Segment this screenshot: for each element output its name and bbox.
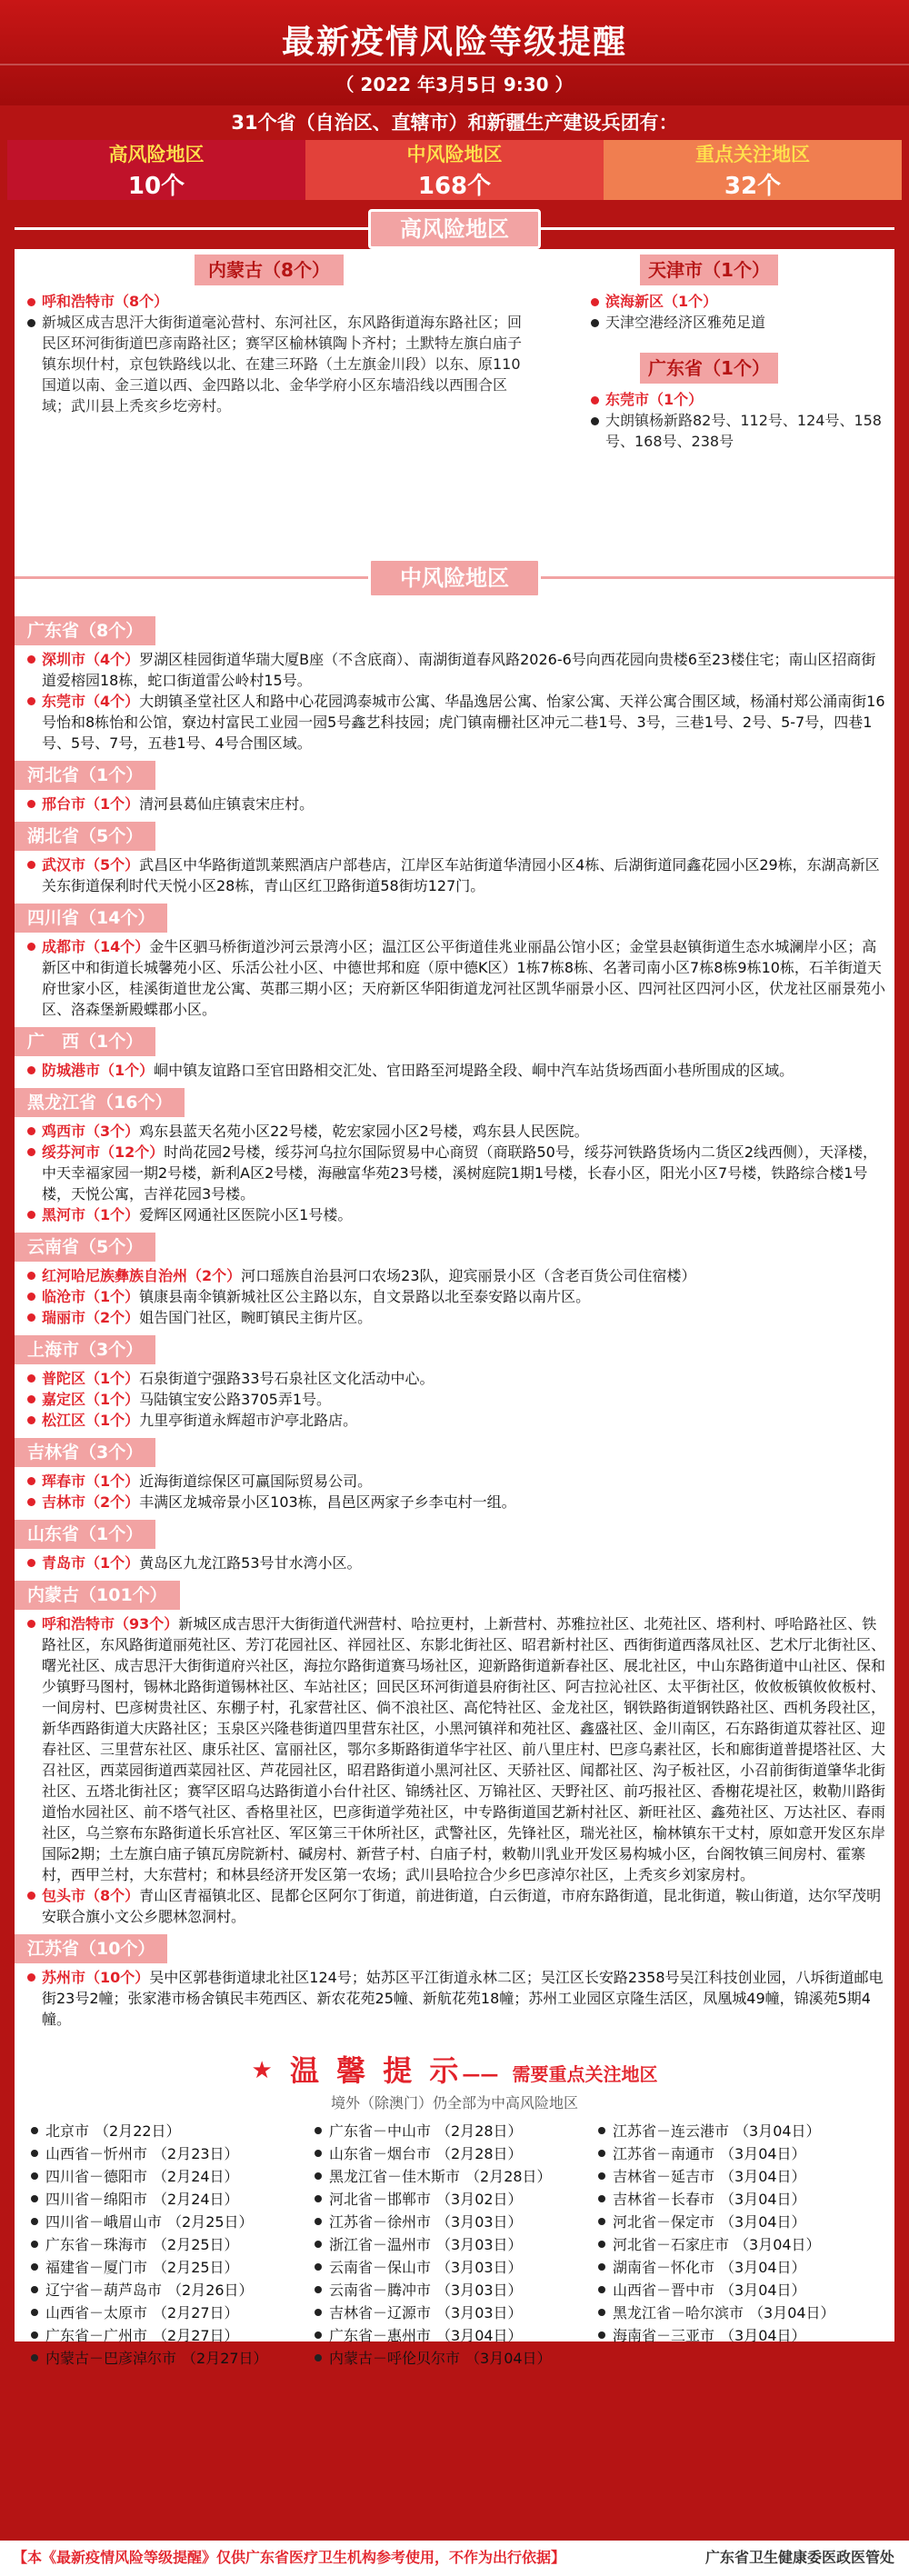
area-entry [24, 936, 885, 1020]
city-binhai: 滨海新区（1个） [585, 291, 885, 312]
focus-area-item [313, 2324, 596, 2347]
focus-area-item [313, 2211, 596, 2233]
city-name: 瑞丽市（2个） [42, 1309, 140, 1326]
area-text: 武昌区中华路街道凯莱熙酒店户部巷店，江岸区车站街道华清园小区4栋、后湖街道同鑫花园小区29栋，东湖高新区关东街道保利时代天悦小区28栋，青山区红卫路街道58街坊127门。 [42, 856, 880, 894]
focus-area-item [29, 2142, 313, 2165]
area-text: 时尚花园2号楼，绥芬河乌拉尔国际贸易中心商贸（商联路50号，绥芬河铁路货场内二货区2线西侧），天泽楼，中天幸福家园一期2号楼，新利A区2号楼，海融富华苑23号楼，溪树庭院1期1号楼，长春小区，阳光小区7号楼，铁路综合楼1号楼，天悦公寓，吉祥花园3号楼。 [42, 1143, 878, 1203]
update-time: （ 2022 年3月5日 9:30 ） [335, 74, 574, 95]
city-name: 防城港市（1个） [42, 1062, 155, 1079]
intro-text: 31个省（自治区、直辖市）和新疆生产建设兵团有： [231, 112, 678, 134]
focus-area-item [313, 2188, 596, 2211]
area-entry [24, 1204, 885, 1225]
focus-column [29, 2120, 313, 2370]
province-tab: 上海市（3个） [15, 1335, 155, 1364]
focus-area-name: 吉林省－延吉市 [613, 2168, 715, 2185]
focus-area-date: （3月03日） [436, 2213, 523, 2231]
focus-area-name: 江苏省－徐州市 [329, 2213, 432, 2231]
header-divider [0, 64, 909, 65]
stat-focus-label: 重点关注地区 [695, 143, 810, 165]
area-text: 石泉街道宁强路33号石泉社区文化活动中心。 [139, 1370, 435, 1387]
city-name: 邢台市（1个） [42, 795, 140, 813]
focus-area-name: 广东省－惠州市 [329, 2327, 432, 2344]
focus-area-date: （2月24日） [153, 2191, 239, 2208]
area-entry [24, 1553, 885, 1573]
focus-area-date: （3月04日） [436, 2327, 523, 2344]
area-entry [24, 1286, 885, 1307]
focus-area-date: （2月25日） [153, 2259, 239, 2276]
focus-area-name: 四川省－峨眉山市 [45, 2213, 163, 2231]
focus-area-item [29, 2211, 313, 2233]
area-entry [24, 854, 885, 896]
focus-area-date: （3月03日） [436, 2304, 523, 2321]
city-hohhot: 呼和浩特市（8个） [22, 291, 526, 312]
focus-area-name: 山西省－忻州市 [45, 2145, 148, 2162]
focus-area-item [313, 2256, 596, 2279]
focus-area-item [596, 2165, 880, 2188]
area-entry [24, 1307, 885, 1328]
focus-area-date: （2月28日） [465, 2168, 552, 2185]
focus-area-name: 云南省－腾冲市 [329, 2281, 432, 2299]
city-name: 松江区（1个） [42, 1412, 140, 1429]
focus-area-item [29, 2324, 313, 2347]
stat-mid-label: 中风险地区 [406, 143, 503, 165]
province-tab: 湖北省（5个） [15, 822, 155, 851]
star-icon: ★ [251, 2057, 276, 2084]
area-item: 新城区成吉思汗大街街道毫沁营村、东河社区，东风路街道海东路社区；回民区环河街街道巴彦南路社区；赛罕区榆林镇陶卜齐村；土默特左旗白庙子镇东坝什村，京包铁路线以北、在建三环路（土左旗金川段）以东、原110国道以南、金三道以西、金四路以北、金华学府小区东墙沿线以西围合区域；武川县上秃亥乡圪旁村。 [22, 312, 526, 416]
tips-title [15, 2039, 894, 2090]
focus-area-name: 河北省－邯郸市 [329, 2191, 432, 2208]
focus-area-date: （2月22日） [95, 2122, 181, 2140]
stat-mid-count: 168个 [417, 172, 492, 200]
area-entry [24, 1471, 885, 1492]
area-entry [24, 1389, 885, 1410]
footer-note: 【本《最新疫情风险等级提醒》仅供广东省医疗卫生机构参考使用，不作为出行依据】 [13, 2549, 566, 2566]
area-text: 九里亭街道永辉超市沪亭北路店。 [139, 1412, 358, 1429]
stat-high [7, 140, 305, 200]
city-name: 深圳市（4个） [42, 651, 140, 668]
focus-area-name: 福建省－厦门市 [45, 2259, 148, 2276]
focus-area-date: （2月26日） [167, 2281, 254, 2299]
city-name: 珲春市（1个） [42, 1473, 140, 1490]
city-name: 临沧市（1个） [42, 1288, 140, 1305]
focus-area-item [596, 2256, 880, 2279]
area-entry [24, 1265, 885, 1286]
area-entry [24, 1613, 885, 1885]
focus-area-date: （3月04日） [720, 2213, 806, 2231]
city-name: 鸡西市（3个） [42, 1123, 140, 1140]
area-entry [24, 691, 885, 754]
area-entry [24, 649, 885, 691]
focus-area-date: （3月04日） [720, 2168, 806, 2185]
focus-area-name: 湖南省－怀化市 [613, 2259, 715, 2276]
tips-section [15, 2039, 894, 2367]
focus-area-name: 浙江省－温州市 [329, 2236, 432, 2253]
focus-area-name: 河北省－保定市 [613, 2213, 715, 2231]
focus-area-name: 四川省－绵阳市 [45, 2191, 148, 2208]
focus-column [596, 2120, 880, 2370]
city-name: 东莞市（4个） [42, 693, 140, 710]
focus-area-item [313, 2165, 596, 2188]
focus-area-date: （3月04日） [720, 2259, 806, 2276]
focus-area-item [596, 2279, 880, 2301]
focus-area-date: （2月27日） [182, 2350, 268, 2367]
page-title: 最新疫情风险等级提醒 [281, 24, 627, 61]
focus-area-name: 北京市 [45, 2122, 90, 2140]
area-entry [24, 1967, 885, 2030]
area-entry [24, 1492, 885, 1513]
focus-area-name: 广东省－珠海市 [45, 2236, 148, 2253]
city-name: 红河哈尼族彝族自治州（2个） [42, 1267, 242, 1284]
area-text: 新城区成吉思汗大街街道代洲营村、哈拉更村，上新营村、苏雅拉社区、北苑社区、塔利村、呼哈路社区、铁路社区，东风路街道丽苑社区、芳汀花园社区、祥园社区、东影北街社区、昭君新村社区、西街街道西落凤社区、艺术厅北街社区、曙光社区、成吉思汗大街街道府兴社区，海拉尔路街道赛马场社区，迎新路街道新春社区、展北社区，中山东路街道中山社区、保和少镇野马图村，锡林北路街道锡林社区、车站社区；回民区环河街道县府街社区、阿吉拉沁社区、太平街社区，攸攸板镇攸攸板村、一间房村、巴彦树贵社区、东棚子村，孔家营社区、倘不浪社区、高佗特社区、金龙社区，钢铁路街道钢铁路社区、西机务段社区，新华西路街道大庆路社区；玉泉区兴隆巷街道四里营东社区，小黑河镇祥和苑社区、鑫盛社区、金川南区，石东路街道苁蓉社区、迎春社区、三里营东社区、康乐社区、富丽社区，鄂尔多斯路街道华宇社区、前八里庄村、巴彦乌素社区，长和廊街道普提塔社区、大召社区，西菜园街道西菜园社区、芦花园社区，昭君路街道小黑河社区、天骄社区、闻都社区、沟子板社区，小召前街街道肇华北街社区、五塔北街社区；赛罕区昭乌达路街道小台什社区、锦绣社区、万锦社区、天野社区、前巧报社区、香榭花堤社区，敕勒川路街道怡水园社区、前不塔气社区、香格里社区，巴彦街道学苑社区，中专路街道国艺新村社区、新旺社区、鑫苑社区、万达社区、春雨社区，乌兰察布东路街道长乐宫社区、军区第三干休所社区，武警社区，先锋社区，瑞光社区，榆林镇东干丈村，原如意开发区东岸国际2期；土左旗白庙子镇瓦房院新村、碱房村、新营子村、白庙子村，敕勒川乳业开发区易构城小区，台阁牧镇三间房村、霍寨村，西甲兰村，大东营村；和林县经济开发区第一农场；武川县哈拉合少乡巴彦淖尔社区，上秃亥乡刘家房村。 [42, 1615, 886, 1883]
focus-area-name: 吉林省－辽源市 [329, 2304, 432, 2321]
city-name: 青岛市（1个） [42, 1554, 140, 1572]
focus-area-item [596, 2188, 880, 2211]
city-name: 普陀区（1个） [42, 1370, 140, 1387]
high-neimenggu-block [22, 291, 526, 416]
focus-area-item [313, 2120, 596, 2142]
area-text: 峒中镇友谊路口至官田路相交汇处、官田路至河堤路全段、峒中汽车站货场西面小巷所围成的区域。 [154, 1062, 794, 1079]
city-name: 呼和浩特市（93个） [42, 1615, 179, 1632]
focus-area-date: （3月04日） [734, 2122, 821, 2140]
focus-area-date: （2月28日） [436, 2145, 523, 2162]
focus-area-name: 四川省－德阳市 [45, 2168, 148, 2185]
focus-area-item [313, 2279, 596, 2301]
province-tab: 黑龙江省（16个） [15, 1088, 185, 1117]
focus-area-date: （2月27日） [153, 2304, 239, 2321]
focus-area-name: 江苏省－南通市 [613, 2145, 715, 2162]
focus-area-item [596, 2211, 880, 2233]
province-tab: 内蒙古（101个） [15, 1581, 180, 1610]
focus-area-name: 黑龙江省－哈尔滨市 [613, 2304, 744, 2321]
focus-area-item [596, 2301, 880, 2324]
focus-area-date: （3月04日） [465, 2350, 552, 2367]
city-name: 成都市（14个） [42, 938, 150, 955]
footer-org: 广东省卫生健康委医政医管处 [704, 2549, 894, 2566]
province-tab: 河北省（1个） [15, 761, 155, 790]
focus-area-name: 吉林省－长春市 [613, 2191, 715, 2208]
province-tab: 云南省（5个） [15, 1233, 155, 1262]
tips-note: 境外（除澳门）仍全部为中高风险地区 [330, 2094, 578, 2112]
focus-area-name: 山东省－烟台市 [329, 2145, 432, 2162]
high-risk-section [15, 249, 894, 558]
focus-area-date: （3月02日） [436, 2191, 523, 2208]
focus-area-item [29, 2165, 313, 2188]
province-tab: 广 西（1个） [15, 1027, 155, 1056]
area-text: 镇康县南伞镇新城社区公主路以东，自文景路以北至泰安路以南片区。 [139, 1288, 591, 1305]
focus-area-date: （3月04日） [720, 2191, 806, 2208]
focus-area-date: （2月23日） [153, 2145, 239, 2162]
focus-area-name: 辽宁省－葫芦岛市 [45, 2281, 163, 2299]
focus-area-date: （3月03日） [436, 2236, 523, 2253]
focus-area-name: 广东省－中山市 [329, 2122, 432, 2140]
focus-area-item [313, 2301, 596, 2324]
city-name: 武汉市（5个） [42, 856, 140, 874]
focus-area-list [15, 2112, 894, 2370]
focus-area-date: （3月04日） [720, 2145, 806, 2162]
focus-area-date: （3月03日） [436, 2281, 523, 2299]
area-entry [24, 1060, 885, 1081]
focus-area-name: 山西省－晋中市 [613, 2281, 715, 2299]
focus-area-date: （2月25日） [153, 2236, 239, 2253]
high-guangdong-block [585, 389, 885, 452]
province-tab: 四川省（14个） [15, 904, 167, 933]
area-text: 姐告国门社区，畹町镇民主街片区。 [139, 1309, 373, 1326]
focus-area-item [29, 2347, 313, 2370]
tips-dash: —— [462, 2063, 499, 2085]
area-text: 吴中区郭巷街道埭北社区124号；姑苏区平江街道永林二区；吴江区长安路2358号吴江科技创业园，八坼街道邮电街23号2幢；张家港市杨舍镇民丰苑西区、新农花苑25幢、新航花苑18幢；苏州工业园区京隆生活区，凤凰城49幢，锦溪苑5期4幢。 [42, 1969, 884, 2028]
province-tab-tianjin: 天津市（1个） [640, 255, 778, 285]
focus-area-item [29, 2301, 313, 2324]
focus-area-name: 江苏省－连云港市 [613, 2122, 730, 2140]
area-text: 罗湖区桂园街道华瑞大厦B座（不含底商）、南湖街道春风路2026-6号向西花园向贵楼6至23楼住宅；南山区招商街道爱榕园18栋，蛇口街道雷公岭村15号。 [42, 651, 876, 689]
focus-area-name: 广东省－广州市 [45, 2327, 148, 2344]
focus-area-item [313, 2233, 596, 2256]
area-text: 爱辉区网通社区医院小区1号楼。 [139, 1206, 353, 1223]
area-entry [24, 1121, 885, 1142]
focus-area-item [596, 2324, 880, 2347]
area-entry [24, 1142, 885, 1204]
focus-area-item [29, 2279, 313, 2301]
focus-area-date: （2月28日） [436, 2122, 523, 2140]
city-name: 绥芬河市（12个） [42, 1143, 165, 1161]
stats-bar [7, 140, 902, 200]
high-tianjin-block [585, 291, 885, 333]
area-item: 天津空港经济区雅苑足道 [585, 312, 885, 333]
focus-area-name: 海南省－三亚市 [613, 2327, 715, 2344]
focus-area-item [29, 2256, 313, 2279]
province-tab-neimenggu: 内蒙古（8个） [195, 255, 344, 285]
stat-mid [305, 140, 604, 200]
city-dongguan: 东莞市（1个） [585, 389, 885, 410]
tips-heading: 温 馨 提 示 [289, 2053, 463, 2088]
focus-area-date: （2月24日） [153, 2168, 239, 2185]
focus-area-item [596, 2142, 880, 2165]
focus-area-name: 云南省－保山市 [329, 2259, 432, 2276]
area-item: 大朗镇杨新路82号、112号、124号、158号、168号、238号 [585, 410, 885, 452]
focus-area-date: （2月25日） [167, 2213, 254, 2231]
area-text: 青山区青福镇北区、昆都仑区阿尔丁街道，前进街道，白云街道，市府东路街道，昆北街道，鞍山街道，达尔罕茂明安联合旗小文公乡腮林忽洞村。 [42, 1887, 882, 1925]
focus-column [313, 2120, 596, 2370]
focus-area-name: 黑龙江省－佳木斯市 [329, 2168, 461, 2185]
focus-area-item [29, 2188, 313, 2211]
area-entry [24, 794, 885, 814]
province-tab: 广东省（8个） [15, 616, 155, 645]
footer [0, 2538, 909, 2576]
mid-risk-heading [15, 558, 894, 598]
focus-area-item [596, 2120, 880, 2142]
focus-area-date: （3月04日） [734, 2236, 821, 2253]
city-name: 苏州市（10个） [42, 1969, 150, 1986]
focus-area-item [313, 2347, 596, 2370]
focus-area-date: （3月04日） [749, 2304, 835, 2321]
province-tab: 山东省（1个） [15, 1520, 155, 1549]
province-tab-guangdong: 广东省（1个） [640, 353, 778, 384]
area-text: 大朗镇圣堂社区人和路中心花园鸿泰城市公寓、华晶逸居公寓、怡家公寓、天祥公寓合围区域，杨涌村郑公涌南街16号怡和8栋怡和公馆，寮边村富民工业园一园5号鑫艺科技园；虎门镇南栅社区冲元二巷1号、3号，三巷1号、2号、5-7号，四巷1号、5号、7号，五巷1号、4号合围区域。 [42, 693, 885, 752]
mid-risk-title: 中风险地区 [368, 558, 541, 598]
tips-subtitle: 需要重点关注地区 [512, 2063, 658, 2085]
city-name: 黑河市（1个） [42, 1206, 140, 1223]
high-risk-heading [15, 209, 894, 249]
city-name: 嘉定区（1个） [42, 1391, 140, 1408]
area-text: 黄岛区九龙江路53号甘水湾小区。 [139, 1554, 362, 1572]
header [0, 0, 909, 105]
area-entry [24, 1368, 885, 1389]
focus-area-date: （3月04日） [720, 2281, 806, 2299]
area-text: 鸡东县蓝天名苑小区22号楼，乾宏家园小区2号楼，鸡东县人民医院。 [139, 1123, 589, 1140]
area-entry [24, 1410, 885, 1431]
focus-area-item [29, 2233, 313, 2256]
area-text: 近海街道综保区可赢国际贸易公司。 [139, 1473, 373, 1490]
focus-area-date: （3月03日） [436, 2259, 523, 2276]
focus-area-date: （3月04日） [720, 2327, 806, 2344]
focus-area-name: 河北省－石家庄市 [613, 2236, 730, 2253]
stat-focus-count: 32个 [724, 172, 782, 200]
area-text: 河口瑶族自治县河口农场23队，迎宾丽景小区（含老百货公司住宿楼） [241, 1267, 696, 1284]
area-text: 马陆镇宝安公路3705弄1号。 [139, 1391, 332, 1408]
area-entry [24, 1885, 885, 1927]
mid-risk-section [15, 598, 894, 2039]
focus-area-name: 山西省－太原市 [45, 2304, 148, 2321]
city-name: 吉林市（2个） [42, 1493, 140, 1511]
province-tab: 江苏省（10个） [15, 1934, 167, 1963]
area-text: 丰满区龙城帝景小区103栋，昌邑区两家子乡李屯村一组。 [139, 1493, 516, 1511]
focus-area-date: （2月27日） [153, 2327, 239, 2344]
city-name: 包头市（8个） [42, 1887, 140, 1904]
focus-area-item [313, 2142, 596, 2165]
area-text: 清河县葛仙庄镇袁宋庄村。 [139, 795, 315, 813]
stat-focus [604, 140, 902, 200]
stat-high-count: 10个 [127, 172, 185, 200]
focus-area-name: 内蒙古－呼伦贝尔市 [329, 2350, 461, 2367]
province-tab: 吉林省（3个） [15, 1438, 155, 1467]
stat-high-label: 高风险地区 [108, 143, 205, 165]
area-text: 金牛区驷马桥街道沙河云景湾小区；温江区公平街道佳兆业丽晶公馆小区；金堂县赵镇街道生态水城澜岸小区；高新区中和街道长城馨苑小区、乐活公社小区、中德世邦和庭（原中德K区）1栋7栋8栋、名著司南小区7栋8栋9栋10栋，石羊街道天府世家小区，桂溪街道世龙公寓、英郡三期小区；天府新区华阳街道龙河社区凯华丽景小区、四河社区四河小区，伏龙社区丽景苑小区、洛森堡新殿蝶郡小区。 [42, 938, 886, 1018]
focus-area-item [596, 2233, 880, 2256]
focus-area-name: 内蒙古－巴彦淖尔市 [45, 2350, 177, 2367]
high-risk-title: 高风险地区 [368, 209, 541, 249]
focus-area-item [29, 2120, 313, 2142]
